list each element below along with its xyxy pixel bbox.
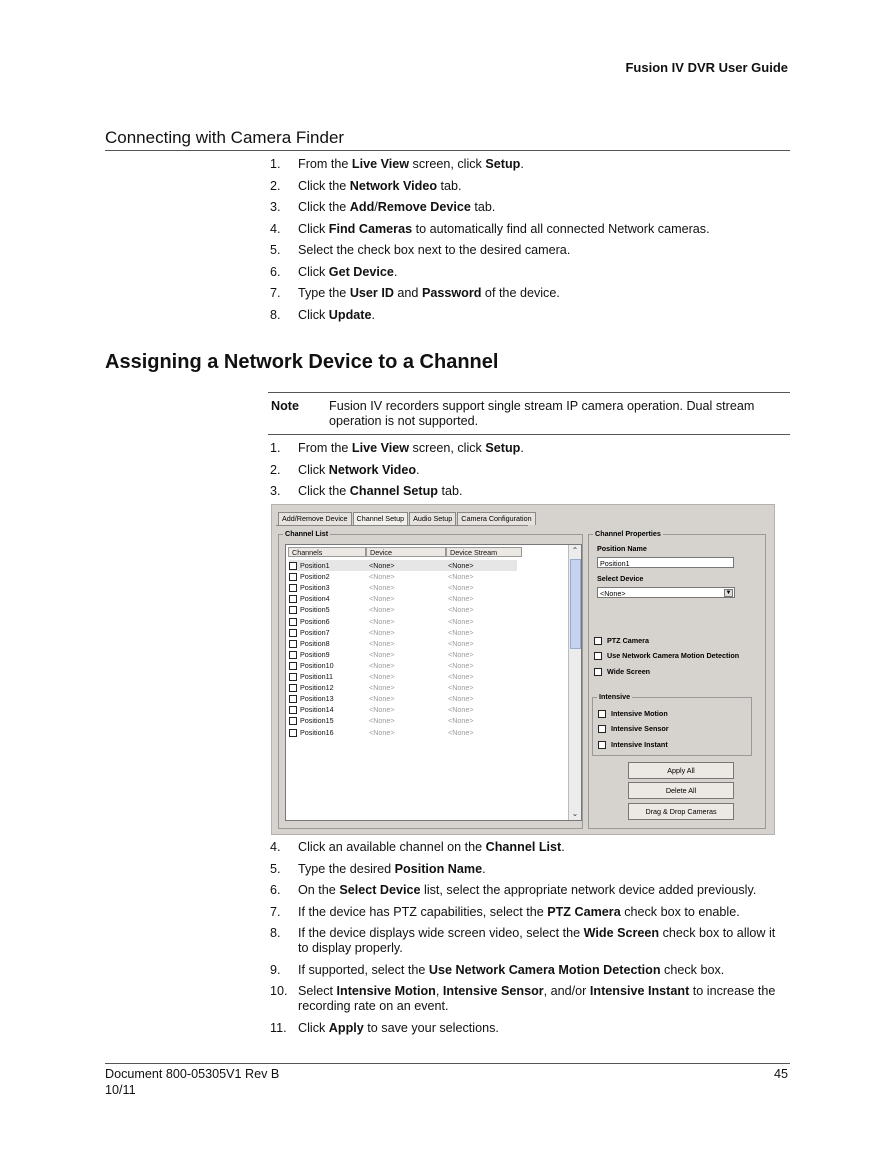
channel-cell bbox=[289, 660, 334, 671]
step-item bbox=[270, 905, 785, 920]
channel-name: Position13 bbox=[300, 694, 334, 704]
device-stream-cell: <None> bbox=[448, 594, 474, 604]
channel-row[interactable] bbox=[289, 582, 517, 593]
step-text: , and/or bbox=[543, 984, 590, 998]
device-stream-cell: <None> bbox=[448, 716, 474, 726]
step-item bbox=[270, 441, 785, 456]
note-text: Fusion IV recorders support single stream IP camera operation. Dual stream operation is not supported. bbox=[329, 399, 755, 428]
step-text: to automatically find all connected Network cameras. bbox=[412, 221, 710, 236]
step-text: tab. bbox=[437, 178, 462, 193]
device-cell: <None> bbox=[369, 660, 395, 670]
step-item bbox=[270, 1021, 785, 1036]
intensive-motion-label: Intensive Motion bbox=[611, 709, 668, 718]
step-text: and bbox=[393, 286, 422, 300]
step-number: 6. bbox=[270, 883, 281, 897]
intensive-sensor-checkbox[interactable] bbox=[598, 724, 669, 734]
step-ui-term: Find Cameras bbox=[328, 221, 413, 236]
device-cell: <None> bbox=[369, 683, 395, 693]
device-stream-cell: <None> bbox=[448, 660, 474, 670]
step-number: 4. bbox=[270, 840, 281, 854]
step-number: 2. bbox=[270, 178, 281, 193]
device-cell: <None> bbox=[369, 705, 395, 715]
channel-checkbox[interactable] bbox=[289, 584, 297, 592]
channel-checkbox[interactable] bbox=[289, 673, 297, 681]
channel-cell bbox=[289, 616, 330, 627]
step-text: Click bbox=[298, 462, 329, 477]
channel-name: Position8 bbox=[300, 638, 330, 648]
channel-name: Position12 bbox=[300, 683, 334, 693]
device-cell: <None> bbox=[369, 572, 395, 582]
step-number: 5. bbox=[270, 861, 281, 876]
step-text: If the device displays wide screen video, select the bbox=[298, 926, 584, 940]
step-text: , bbox=[435, 984, 443, 998]
channel-row[interactable] bbox=[289, 682, 517, 693]
intensive-label: Intensive bbox=[599, 692, 631, 701]
step-ui-term: Apply bbox=[328, 1020, 364, 1035]
step-number: 7. bbox=[270, 286, 281, 300]
device-stream-cell: <None> bbox=[448, 616, 474, 626]
section-heading-assigning: Assigning a Network Device to a Channel bbox=[105, 351, 499, 373]
intensive-instant-label: Intensive Instant bbox=[611, 740, 668, 749]
channel-cell bbox=[289, 704, 334, 715]
channel-checkbox[interactable] bbox=[289, 618, 297, 626]
channel-name: Position10 bbox=[300, 660, 334, 670]
channel-name: Position2 bbox=[300, 572, 330, 582]
step-number: 8. bbox=[270, 926, 281, 940]
step-text: Click bbox=[298, 307, 329, 322]
device-stream-cell: <None> bbox=[448, 627, 474, 637]
channel-row[interactable] bbox=[289, 560, 517, 571]
step-text: . bbox=[416, 462, 420, 477]
step-ui-term: Update bbox=[328, 307, 372, 322]
step-number: 3. bbox=[270, 484, 281, 498]
step-item bbox=[270, 179, 785, 194]
channel-checkbox[interactable] bbox=[289, 562, 297, 570]
channel-name: Position1 bbox=[300, 561, 330, 570]
list-scrollbar[interactable] bbox=[568, 545, 581, 820]
tab-channel-setup[interactable]: Channel Setup bbox=[353, 512, 409, 525]
channel-checkbox[interactable] bbox=[289, 595, 297, 603]
step-text: check box to allow it to display properly. bbox=[298, 926, 776, 955]
step-text: Click an available channel on the bbox=[298, 840, 486, 854]
channel-properties-label: Channel Properties bbox=[595, 529, 661, 538]
step-text: If the device has PTZ capabilities, select the bbox=[298, 904, 548, 919]
step-text: tab. bbox=[470, 200, 496, 214]
step-item bbox=[270, 484, 785, 499]
channel-checkbox[interactable] bbox=[289, 684, 297, 692]
channel-name: Position9 bbox=[300, 649, 330, 659]
step-text: Click the bbox=[298, 178, 350, 193]
select-device-value: <None> bbox=[600, 589, 626, 598]
step-text: tab. bbox=[437, 484, 463, 498]
device-stream-cell: <None> bbox=[448, 638, 474, 648]
channel-row[interactable] bbox=[289, 593, 517, 604]
channel-name: Position6 bbox=[300, 616, 330, 626]
step-text: list, select the appropriate network device added previously. bbox=[420, 883, 757, 897]
channel-row[interactable] bbox=[289, 638, 517, 649]
channel-row[interactable] bbox=[289, 660, 517, 671]
step-number: 7. bbox=[270, 904, 281, 919]
step-text: Select bbox=[298, 984, 337, 998]
running-header: Fusion IV DVR User Guide bbox=[625, 60, 788, 75]
footer-rule bbox=[105, 1063, 790, 1064]
channel-row[interactable] bbox=[289, 571, 517, 582]
step-text: check box to enable. bbox=[620, 904, 740, 919]
step-ui-term: Network Video bbox=[328, 462, 417, 477]
step-text: . bbox=[371, 307, 375, 322]
channel-row[interactable] bbox=[289, 704, 517, 715]
step-ui-term: Intensive Motion bbox=[336, 984, 436, 998]
channel-checkbox[interactable] bbox=[289, 573, 297, 581]
channel-row[interactable] bbox=[289, 649, 517, 660]
step-item bbox=[270, 265, 785, 280]
device-cell: <None> bbox=[369, 727, 395, 737]
channel-row[interactable] bbox=[289, 671, 517, 682]
device-stream-cell: <None> bbox=[448, 672, 474, 681]
channel-cell bbox=[289, 682, 334, 693]
section-heading-camera-finder: Connecting with Camera Finder bbox=[105, 128, 345, 147]
channel-name: Position4 bbox=[300, 594, 330, 604]
step-item bbox=[270, 463, 785, 478]
channel-row[interactable] bbox=[289, 727, 517, 738]
step-text: From the bbox=[298, 441, 352, 455]
device-cell: <None> bbox=[369, 638, 395, 648]
select-device-dropdown[interactable] bbox=[597, 587, 735, 598]
checkbox-box[interactable] bbox=[594, 652, 602, 660]
intensive-motion-checkbox[interactable] bbox=[598, 709, 668, 719]
wide-screen-checkbox[interactable] bbox=[594, 667, 650, 677]
device-stream-cell: <None> bbox=[448, 727, 474, 737]
step-number: 9. bbox=[270, 962, 281, 977]
page-number: 45 bbox=[773, 1067, 788, 1081]
step-text: Click bbox=[298, 1020, 329, 1035]
step-item bbox=[270, 883, 785, 898]
step-number: 10. bbox=[270, 984, 288, 998]
step-ui-term: Setup bbox=[485, 157, 521, 171]
channel-row[interactable] bbox=[289, 616, 517, 627]
step-number: 6. bbox=[270, 264, 281, 279]
step-ui-term: Get Device bbox=[328, 264, 394, 279]
step-text: to save your selections. bbox=[363, 1020, 499, 1035]
device-cell: <None> bbox=[369, 583, 395, 593]
step-number: 1. bbox=[270, 157, 281, 171]
footer-date: 10/11 bbox=[105, 1083, 136, 1097]
step-ui-term: Intensive Instant bbox=[589, 984, 690, 998]
channel-cell bbox=[289, 715, 334, 726]
intensive-sensor-label: Intensive Sensor bbox=[611, 724, 669, 733]
channel-cell bbox=[289, 638, 330, 649]
scroll-thumb[interactable] bbox=[570, 559, 581, 649]
step-ui-term: Live View bbox=[351, 441, 410, 455]
step-ui-term: Channel List bbox=[485, 840, 562, 854]
heading-rule bbox=[105, 150, 790, 151]
channel-cell bbox=[289, 604, 330, 615]
channel-list-label: Channel List bbox=[285, 529, 329, 538]
step-ui-term: Network Video bbox=[349, 178, 438, 193]
channel-checkbox[interactable] bbox=[289, 651, 297, 659]
device-cell: <None> bbox=[369, 616, 395, 626]
step-number: 5. bbox=[270, 243, 281, 257]
step-ui-term: Password bbox=[421, 286, 482, 300]
device-stream-cell: <None> bbox=[448, 705, 474, 715]
channel-name: Position16 bbox=[300, 727, 334, 737]
step-item bbox=[270, 243, 785, 258]
step-text: From the bbox=[298, 157, 352, 171]
device-stream-cell: <None> bbox=[448, 649, 474, 659]
channel-cell bbox=[289, 693, 334, 704]
channel-checkbox[interactable] bbox=[289, 662, 297, 670]
column-header-device-stream[interactable]: Device Stream bbox=[446, 547, 522, 557]
step-item bbox=[270, 200, 785, 215]
setup-tabs bbox=[278, 512, 537, 525]
channel-cell bbox=[289, 627, 330, 638]
channel-cell bbox=[289, 582, 330, 593]
step-text: Select the check box next to the desired camera. bbox=[298, 243, 571, 257]
step-text: . bbox=[520, 157, 524, 171]
device-cell: <None> bbox=[369, 672, 395, 681]
step-ui-term: Remove Device bbox=[377, 200, 471, 214]
checkbox-box[interactable] bbox=[598, 710, 606, 718]
step-ui-term: Use Network Camera Motion Detection bbox=[428, 962, 661, 977]
step-item bbox=[270, 926, 785, 956]
step-text: screen, click bbox=[409, 157, 486, 171]
step-text: . bbox=[520, 441, 524, 455]
step-ui-term: Channel Setup bbox=[349, 484, 438, 498]
step-text: Click bbox=[298, 264, 329, 279]
step-ui-term: User ID bbox=[349, 286, 394, 300]
step-text: check box. bbox=[660, 962, 725, 977]
channel-cell bbox=[289, 571, 330, 582]
chevron-down-icon[interactable]: ▼ bbox=[725, 590, 732, 596]
step-text: If supported, select the bbox=[298, 962, 429, 977]
tab-underline bbox=[276, 525, 528, 526]
delete-all-button[interactable]: Delete All bbox=[628, 782, 734, 799]
steps-assign-b bbox=[270, 840, 785, 1042]
column-header-channels[interactable]: Channels bbox=[288, 547, 366, 557]
channel-checkbox[interactable] bbox=[289, 606, 297, 614]
channel-cell bbox=[289, 560, 330, 571]
step-item bbox=[270, 222, 785, 237]
step-item bbox=[270, 984, 785, 1014]
step-item bbox=[270, 286, 785, 301]
step-text: Click the bbox=[298, 484, 350, 498]
position-name-input[interactable]: Position1 bbox=[597, 557, 734, 568]
step-item bbox=[270, 840, 785, 855]
device-cell: <None> bbox=[369, 649, 395, 659]
step-text: to increase the recording rate on an event. bbox=[298, 984, 776, 1013]
channel-checkbox[interactable] bbox=[289, 717, 297, 725]
ptz-camera-label: PTZ Camera bbox=[607, 636, 649, 645]
motion-detection-checkbox[interactable] bbox=[594, 651, 739, 661]
step-ui-term: PTZ Camera bbox=[547, 904, 621, 919]
device-cell: <None> bbox=[369, 605, 395, 615]
steps-camera-finder bbox=[270, 157, 785, 329]
channel-cell bbox=[289, 727, 334, 738]
footer-document bbox=[105, 1066, 279, 1098]
step-ui-term: Live View bbox=[351, 157, 410, 171]
channel-row[interactable] bbox=[289, 693, 517, 704]
channel-cell bbox=[289, 593, 330, 604]
step-text: screen, click bbox=[409, 441, 486, 455]
step-number: 2. bbox=[270, 462, 281, 477]
checkbox-box[interactable] bbox=[594, 668, 602, 676]
ptz-camera-checkbox[interactable] bbox=[594, 636, 649, 646]
step-number: 8. bbox=[270, 307, 281, 322]
steps-assign-a bbox=[270, 441, 785, 506]
step-text: Click the bbox=[298, 200, 350, 214]
channel-row[interactable] bbox=[289, 627, 517, 638]
select-device-label: Select Device bbox=[597, 574, 644, 583]
channel-name: Position3 bbox=[300, 583, 330, 593]
device-stream-cell: <None> bbox=[448, 572, 474, 582]
step-text: . bbox=[393, 264, 398, 279]
motion-detection-label: Use Network Camera Motion Detection bbox=[607, 651, 740, 660]
device-stream-cell: <None> bbox=[448, 561, 474, 570]
channel-cell bbox=[289, 671, 333, 682]
step-number: 4. bbox=[270, 221, 281, 236]
step-text: Type the bbox=[298, 286, 350, 300]
checkbox-box[interactable] bbox=[598, 725, 606, 733]
checkbox-box[interactable] bbox=[598, 741, 606, 749]
step-ui-term: Add bbox=[349, 200, 375, 214]
step-text: / bbox=[374, 200, 378, 214]
channel-name: Position5 bbox=[300, 605, 330, 615]
step-item bbox=[270, 963, 785, 978]
step-text: Click bbox=[298, 221, 329, 236]
drag-drop-cameras-button[interactable]: Drag & Drop Cameras bbox=[628, 803, 734, 820]
channel-checkbox[interactable] bbox=[289, 695, 297, 703]
step-number: 11. bbox=[270, 1020, 287, 1035]
channel-checkbox[interactable] bbox=[289, 729, 297, 737]
position-name-label: Position Name bbox=[597, 544, 647, 553]
note-box bbox=[268, 392, 790, 435]
column-header-device[interactable]: Device bbox=[366, 547, 446, 557]
step-item bbox=[270, 862, 785, 877]
scroll-down-icon[interactable]: ⌄ bbox=[571, 809, 579, 818]
channel-cell bbox=[289, 649, 330, 660]
channel-name: Position7 bbox=[300, 627, 330, 637]
device-stream-cell: <None> bbox=[448, 694, 474, 704]
step-number: 3. bbox=[270, 200, 281, 214]
intensive-instant-checkbox[interactable] bbox=[598, 740, 668, 750]
channel-name: Position15 bbox=[300, 716, 334, 726]
step-item bbox=[270, 308, 785, 323]
step-ui-term: Position Name bbox=[394, 861, 483, 876]
device-cell: <None> bbox=[369, 627, 395, 637]
device-stream-cell: <None> bbox=[448, 583, 474, 593]
step-number: 1. bbox=[270, 441, 281, 455]
device-cell: <None> bbox=[369, 716, 395, 726]
step-text: . bbox=[482, 861, 486, 876]
step-text: On the bbox=[298, 883, 340, 897]
step-text: Type the desired bbox=[298, 861, 395, 876]
device-stream-cell: <None> bbox=[448, 605, 474, 615]
note-label: Note bbox=[271, 399, 299, 413]
step-ui-term: Setup bbox=[485, 441, 521, 455]
device-cell: <None> bbox=[369, 594, 395, 604]
device-cell: <None> bbox=[369, 561, 395, 570]
channel-checkbox[interactable] bbox=[289, 640, 297, 648]
tab-add-remove-device[interactable]: Add/Remove Device bbox=[278, 512, 352, 525]
checkbox-box[interactable] bbox=[594, 637, 602, 645]
step-ui-term: Select Device bbox=[339, 883, 421, 897]
tab-camera-configuration[interactable]: Camera Configuration bbox=[457, 512, 535, 525]
channel-name: Position14 bbox=[300, 705, 334, 715]
step-item bbox=[270, 157, 785, 172]
wide-screen-label: Wide Screen bbox=[607, 667, 651, 676]
channel-row[interactable] bbox=[289, 715, 517, 726]
channel-row[interactable] bbox=[289, 604, 517, 615]
channel-name: Position11 bbox=[300, 672, 334, 681]
device-stream-cell: <None> bbox=[448, 683, 474, 693]
step-text: . bbox=[561, 840, 565, 854]
channel-listbox[interactable] bbox=[285, 544, 582, 821]
scroll-up-icon[interactable]: ⌃ bbox=[571, 546, 579, 555]
step-text: of the device. bbox=[481, 286, 560, 300]
device-cell: <None> bbox=[369, 694, 395, 704]
channel-checkbox[interactable] bbox=[289, 706, 297, 714]
apply-all-button[interactable]: Apply All bbox=[628, 762, 734, 779]
tab-audio-setup[interactable]: Audio Setup bbox=[409, 512, 456, 525]
channel-checkbox[interactable] bbox=[289, 629, 297, 637]
step-ui-term: Wide Screen bbox=[583, 926, 660, 940]
step-ui-term: Intensive Sensor bbox=[442, 984, 544, 998]
footer-document-id: Document 800-05305V1 Rev B bbox=[105, 1067, 280, 1081]
